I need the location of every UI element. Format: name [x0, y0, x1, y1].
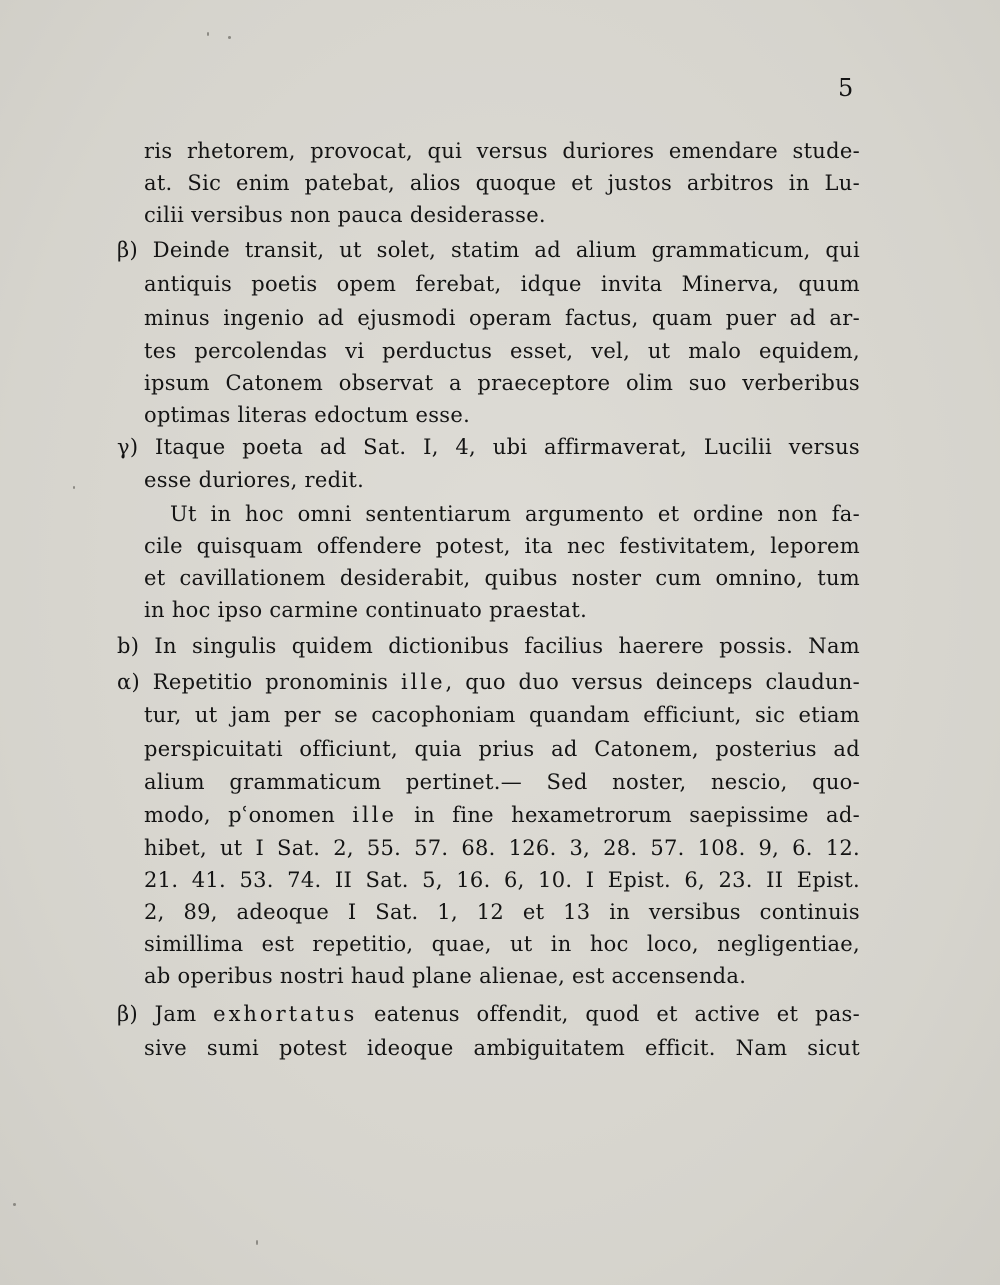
- text-line: esse duriores, redit.: [144, 468, 365, 492]
- text-segment: α) Repetitio pronominis: [117, 670, 401, 694]
- text-segment: eatenus offendit, quod et active et pas-: [357, 1002, 860, 1026]
- text-segment: β) Jam: [117, 1002, 214, 1026]
- emphasized-word: ille: [352, 803, 397, 827]
- text-line: ris rhetorem, provocat, qui versus duriores emendare stude-: [144, 139, 860, 163]
- text-line: [117, 670, 860, 696]
- text-segment: , quo duo versus deinceps claudun-: [445, 670, 860, 694]
- text-line: [144, 803, 860, 829]
- text-line: minus ingenio ad ejusmodi operam factus, quam puer ad ar-: [144, 306, 860, 330]
- scan-speck: [73, 486, 75, 489]
- text-line: antiquis poetis opem ferebat, idque invita Minerva, quum: [144, 272, 860, 296]
- text-line: at. Sic enim patebat, alios quoque et justos arbitros in Lu-: [144, 171, 860, 195]
- text-line: tur, ut jam per se cacophoniam quandam efficiunt, sic etiam: [144, 703, 860, 727]
- text-line: cilii versibus non pauca desiderasse.: [144, 203, 546, 227]
- text-line: 21. 41. 53. 74. II Sat. 5, 16. 6, 10. I Epist. 6, 23. II Epist.: [144, 868, 860, 892]
- text-line: [117, 1002, 860, 1028]
- text-line: simillima est repetitio, quae, ut in hoc loco, negligentiae,: [144, 932, 860, 956]
- text-line: tes percolendas vi perductus esset, vel, ut malo equidem,: [144, 339, 860, 363]
- scan-speck: [207, 32, 209, 36]
- emphasized-word: exhortatus: [213, 1002, 358, 1026]
- emphasized-word: ille: [400, 670, 446, 694]
- text-line: et cavillationem desiderabit, quibus noster cum omnino, tum: [144, 566, 860, 590]
- text-segment: in fine hexametrorum saepissime ad-: [396, 803, 860, 827]
- text-line: Ut in hoc omni sententiarum argumento et ordine non fa-: [170, 502, 860, 526]
- scan-speck: [256, 1240, 258, 1245]
- text-segment: modo, pʿonomen: [144, 803, 353, 827]
- text-line: β) Deinde transit, ut solet, statim ad alium grammaticum, qui: [117, 238, 860, 262]
- text-line: alium grammaticum pertinet.— Sed noster, nescio, quo-: [144, 770, 860, 794]
- text-line: 2, 89, adeoque I Sat. 1, 12 et 13 in versibus continuis: [144, 900, 860, 924]
- page-number: 5: [838, 74, 854, 102]
- text-line: b) In singulis quidem dictionibus facilius haerere possis. Nam: [117, 634, 860, 658]
- text-line: in hoc ipso carmine continuato praestat.: [144, 598, 588, 622]
- text-line: cile quisquam offendere potest, ita nec festivitatem, leporem: [144, 534, 860, 558]
- text-line: ab operibus nostri haud plane alienae, est accensenda.: [144, 964, 747, 988]
- text-line: γ) Itaque poeta ad Sat. I, 4, ubi affirmaverat, Lucilii versus: [117, 435, 860, 459]
- text-line: perspicuitati officiunt, quia prius ad Catonem, posterius ad: [144, 737, 860, 761]
- text-line: sive sumi potest ideoque ambiguitatem efficit. Nam sicut: [144, 1036, 860, 1060]
- scan-speck: [228, 36, 231, 39]
- scan-speck: [13, 1203, 16, 1206]
- text-line: hibet, ut I Sat. 2, 55. 57. 68. 126. 3, 28. 57. 108. 9, 6. 12.: [144, 836, 860, 860]
- text-line: optimas literas edoctum esse.: [144, 403, 471, 427]
- text-line: ipsum Catonem observat a praeceptore olim suo verberibus: [144, 371, 860, 395]
